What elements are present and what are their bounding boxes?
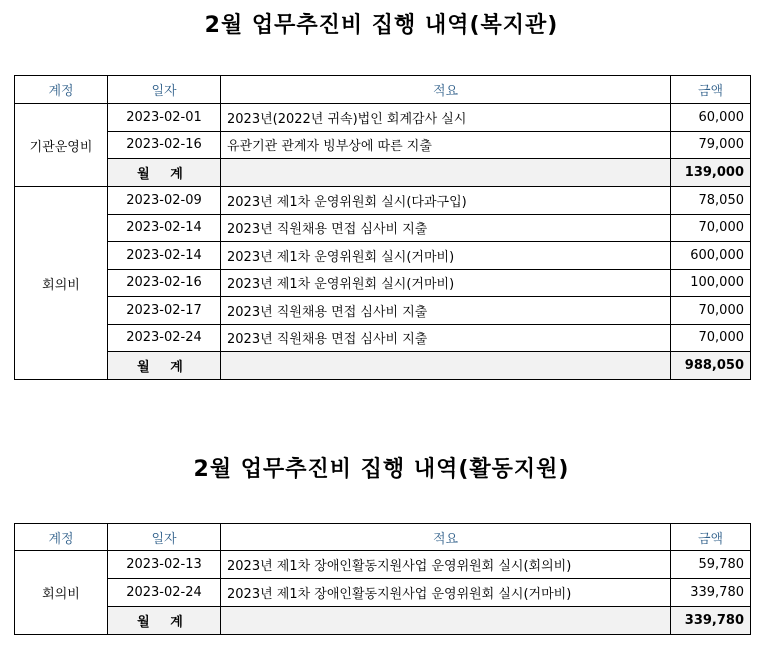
amount-cell: 59,780 [671,551,751,579]
amount-cell: 60,000 [671,104,751,132]
subtotal-amount: 139,000 [671,159,751,187]
category-cell: 회의비 [15,551,108,635]
subtotal-amount: 988,050 [671,352,751,380]
amount-cell: 70,000 [671,324,751,352]
subtotal-blank [221,607,671,635]
date-cell: 2023-02-24 [108,324,221,352]
amount-cell: 100,000 [671,269,751,297]
expense-table-activity-support [14,523,751,635]
amount-cell: 70,000 [671,214,751,242]
header-description: 적요 [221,524,671,551]
table-row [15,579,751,607]
header-category: 계정 [15,76,108,104]
table-row [15,187,751,215]
page-title-activity-support: 2월 업무추진비 집행 내역(활동지원) [193,457,570,482]
amount-cell: 79,000 [671,131,751,159]
amount-cell: 78,050 [671,187,751,215]
description-cell: 2023년(2022년 귀속)법인 회계감사 실시 [221,104,671,132]
date-cell: 2023-02-14 [108,242,221,270]
subtotal-label: 월 계 [108,607,221,635]
description-cell: 2023년 직원채용 면접 심사비 지출 [221,297,671,325]
subtotal-row [15,352,751,380]
table-row [15,104,751,132]
date-cell: 2023-02-24 [108,579,221,607]
category-cell: 기관운영비 [15,104,108,187]
table-row [15,269,751,297]
amount-cell: 600,000 [671,242,751,270]
description-cell: 2023년 직원채용 면접 심사비 지출 [221,214,671,242]
expense-table-welfare-center [14,75,751,380]
description-cell: 2023년 직원채용 면접 심사비 지출 [221,324,671,352]
date-cell: 2023-02-13 [108,551,221,579]
table-row [15,297,751,325]
subtotal-label: 월 계 [108,352,221,380]
subtotal-row [15,607,751,635]
table-row [15,324,751,352]
subtotal-row [15,159,751,187]
table-row [15,131,751,159]
header-amount: 금액 [671,76,751,104]
table-row [15,242,751,270]
subtotal-amount: 339,780 [671,607,751,635]
header-amount: 금액 [671,524,751,551]
page-title-welfare-center: 2월 업무추진비 집행 내역(복지관) [204,13,559,38]
amount-cell: 70,000 [671,297,751,325]
header-date: 일자 [108,76,221,104]
description-cell: 2023년 제1차 장애인활동지원사업 운영위원회 실시(거마비) [221,579,671,607]
date-cell: 2023-02-14 [108,214,221,242]
table-header-row [15,76,751,104]
table-row [15,551,751,579]
subtotal-label: 월 계 [108,159,221,187]
table-header-row [15,524,751,551]
amount-cell: 339,780 [671,579,751,607]
subtotal-blank [221,352,671,380]
subtotal-blank [221,159,671,187]
description-cell: 2023년 제1차 운영위원회 실시(거마비) [221,242,671,270]
description-cell: 2023년 제1차 장애인활동지원사업 운영위원회 실시(회의비) [221,551,671,579]
date-cell: 2023-02-01 [108,104,221,132]
date-cell: 2023-02-17 [108,297,221,325]
date-cell: 2023-02-16 [108,131,221,159]
date-cell: 2023-02-09 [108,187,221,215]
header-date: 일자 [108,524,221,551]
table-row [15,214,751,242]
description-cell: 유관기관 관계자 빙부상에 따른 지출 [221,131,671,159]
date-cell: 2023-02-16 [108,269,221,297]
category-cell: 회의비 [15,187,108,380]
header-category: 계정 [15,524,108,551]
description-cell: 2023년 제1차 운영위원회 실시(다과구입) [221,187,671,215]
header-description: 적요 [221,76,671,104]
description-cell: 2023년 제1차 운영위원회 실시(거마비) [221,269,671,297]
